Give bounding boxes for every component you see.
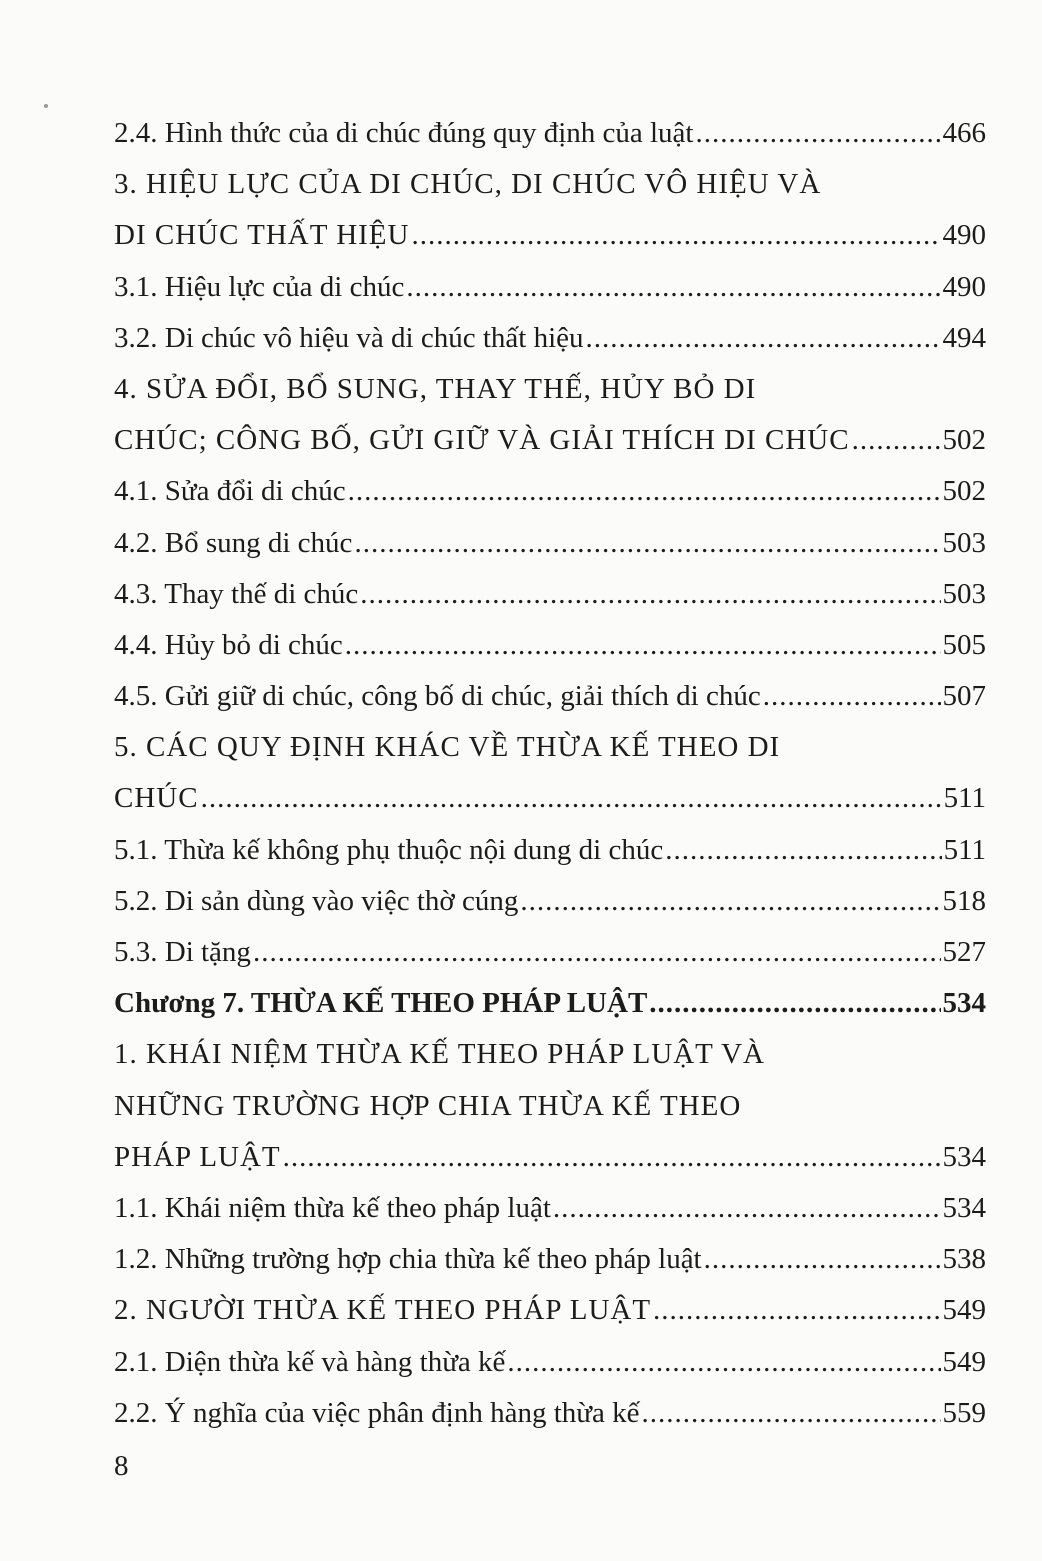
toc-entry-page-number: 502 (942, 424, 986, 457)
subsection-entry (114, 1388, 986, 1439)
toc-entry-title: 4. SỬA ĐỔI, BỔ SUNG, THAY THẾ, HỦY BỎ DI (114, 372, 757, 405)
dot-leader (852, 415, 941, 466)
dot-leader (695, 108, 940, 159)
toc-entry-title: 5.1. Thừa kế không phụ thuộc nội dung di chúc (114, 833, 664, 866)
toc-entry-page-number: 527 (942, 936, 986, 968)
toc-entry-title: 3.2. Di chúc vô hiệu và di chúc thất hiệu (114, 321, 584, 354)
dot-leader (354, 518, 940, 569)
dot-leader (520, 876, 940, 927)
dot-leader (283, 1132, 941, 1183)
toc-entry-title: 2.1. Diện thừa kế và hàng thừa kế (114, 1345, 506, 1378)
toc-entry-page-number: 490 (942, 219, 986, 252)
dot-leader (507, 1337, 940, 1388)
dot-leader (253, 927, 941, 978)
toc-entry-page-number: 503 (942, 526, 986, 559)
toc-entry-title: NHỮNG TRƯỜNG HỢP CHIA THỪA KẾ THEO (114, 1089, 742, 1122)
toc-entry-page-number: 507 (942, 680, 986, 713)
dot-leader (641, 1388, 940, 1439)
dot-leader (649, 978, 940, 1029)
toc-entry-page-number: 502 (942, 475, 986, 508)
paper-speck (44, 104, 48, 108)
table-of-contents (114, 108, 986, 1439)
toc-entry-title: 5. CÁC QUY ĐỊNH KHÁC VỀ THỪA KẾ THEO DI (114, 731, 781, 764)
toc-entry-title: 4.1. Sửa đổi di chúc (114, 475, 346, 508)
toc-entry-title: 2.2. Ý nghĩa của việc phân định hàng thừa kế (114, 1396, 640, 1429)
toc-entry-title: 1.1. Khái niệm thừa kế theo pháp luật (114, 1191, 551, 1224)
dot-leader (665, 825, 941, 876)
subsection-entry (114, 262, 986, 313)
section-heading-entry (114, 415, 986, 466)
subsection-entry (114, 313, 986, 364)
toc-entry-page-number: 511 (943, 833, 986, 866)
toc-entry-page-number: 549 (942, 1345, 986, 1378)
section-heading-entry (114, 364, 986, 415)
toc-entry-title: PHÁP LUẬT (114, 1140, 281, 1173)
toc-entry-page-number: 503 (942, 577, 986, 610)
dot-leader (406, 262, 940, 313)
toc-entry-title: 2.4. Hình thức của di chúc đúng quy định của luật (114, 117, 694, 149)
toc-entry-page-number: 538 (942, 1243, 986, 1276)
toc-entry-title: 5.3. Di tặng (114, 936, 251, 968)
dot-leader (201, 773, 942, 824)
toc-entry-title: Chương 7. THỪA KẾ THEO PHÁP LUẬT (114, 987, 648, 1020)
toc-entry-page-number: 534 (942, 1140, 986, 1173)
section-heading-entry (114, 1029, 986, 1080)
toc-entry-title: 1.2. Những trường hợp chia thừa kế theo pháp luật (114, 1243, 702, 1276)
subsection-entry (114, 518, 986, 569)
toc-entry-page-number: 505 (942, 628, 986, 661)
chapter-heading-entry (114, 978, 986, 1029)
dot-leader (411, 210, 940, 261)
section-heading-entry (114, 722, 986, 773)
section-heading-entry (114, 1132, 986, 1183)
toc-entry-page-number: 534 (942, 987, 986, 1020)
subsection-entry (114, 671, 986, 722)
toc-entry-page-number: 511 (943, 782, 986, 815)
dot-leader (586, 313, 941, 364)
toc-entry-title: 3. HIỆU LỰC CỦA DI CHÚC, DI CHÚC VÔ HIỆU VÀ (114, 168, 822, 201)
toc-entry-title: 4.2. Bổ sung di chúc (114, 526, 353, 559)
dot-leader (704, 1234, 941, 1285)
section-heading-entry (114, 1285, 986, 1336)
toc-entry-title: CHÚC; CÔNG BỐ, GỬI GIỮ VÀ GIẢI THÍCH DI CHÚC (114, 424, 850, 457)
toc-entry-page-number: 549 (942, 1294, 986, 1327)
subsection-entry (114, 569, 986, 620)
section-heading-entry (114, 159, 986, 210)
subsection-entry (114, 1183, 986, 1234)
toc-entry-title: 4.4. Hủy bỏ di chúc (114, 628, 343, 661)
subsection-entry (114, 108, 986, 159)
toc-entry-page-number: 494 (942, 321, 986, 354)
subsection-entry (114, 620, 986, 671)
toc-entry-title: 2. NGƯỜI THỪA KẾ THEO PHÁP LUẬT (114, 1294, 652, 1327)
toc-entry-title: 5.2. Di sản dùng vào việc thờ cúng (114, 884, 519, 917)
subsection-entry (114, 825, 986, 876)
toc-entry-title: 3.1. Hiệu lực của di chúc (114, 270, 405, 303)
toc-entry-title: CHÚC (114, 782, 199, 815)
dot-leader (345, 620, 941, 671)
dot-leader (553, 1183, 941, 1234)
toc-entry-title: 4.3. Thay thế di chúc (114, 577, 359, 610)
toc-entry-title: 4.5. Gửi giữ di chúc, công bố di chúc, giải thích di chúc (114, 680, 761, 713)
subsection-entry (114, 927, 986, 978)
subsection-entry (114, 876, 986, 927)
toc-entry-title: DI CHÚC THẤT HIỆU (114, 219, 410, 252)
section-heading-entry (114, 773, 986, 824)
toc-entry-page-number: 466 (942, 117, 986, 149)
section-heading-entry (114, 1081, 986, 1132)
toc-entry-page-number: 490 (942, 270, 986, 303)
section-heading-entry (114, 210, 986, 261)
dot-leader (360, 569, 940, 620)
dot-leader (348, 466, 941, 517)
dot-leader (763, 671, 941, 722)
subsection-entry (114, 1234, 986, 1285)
toc-entry-page-number: 518 (942, 884, 986, 917)
toc-entry-page-number: 559 (942, 1396, 986, 1429)
subsection-entry (114, 466, 986, 517)
dot-leader (653, 1285, 940, 1336)
page-number: 8 (114, 1450, 129, 1482)
subsection-entry (114, 1337, 986, 1388)
toc-entry-page-number: 534 (942, 1191, 986, 1224)
toc-entry-title: 1. KHÁI NIỆM THỪA KẾ THEO PHÁP LUẬT VÀ (114, 1038, 765, 1071)
